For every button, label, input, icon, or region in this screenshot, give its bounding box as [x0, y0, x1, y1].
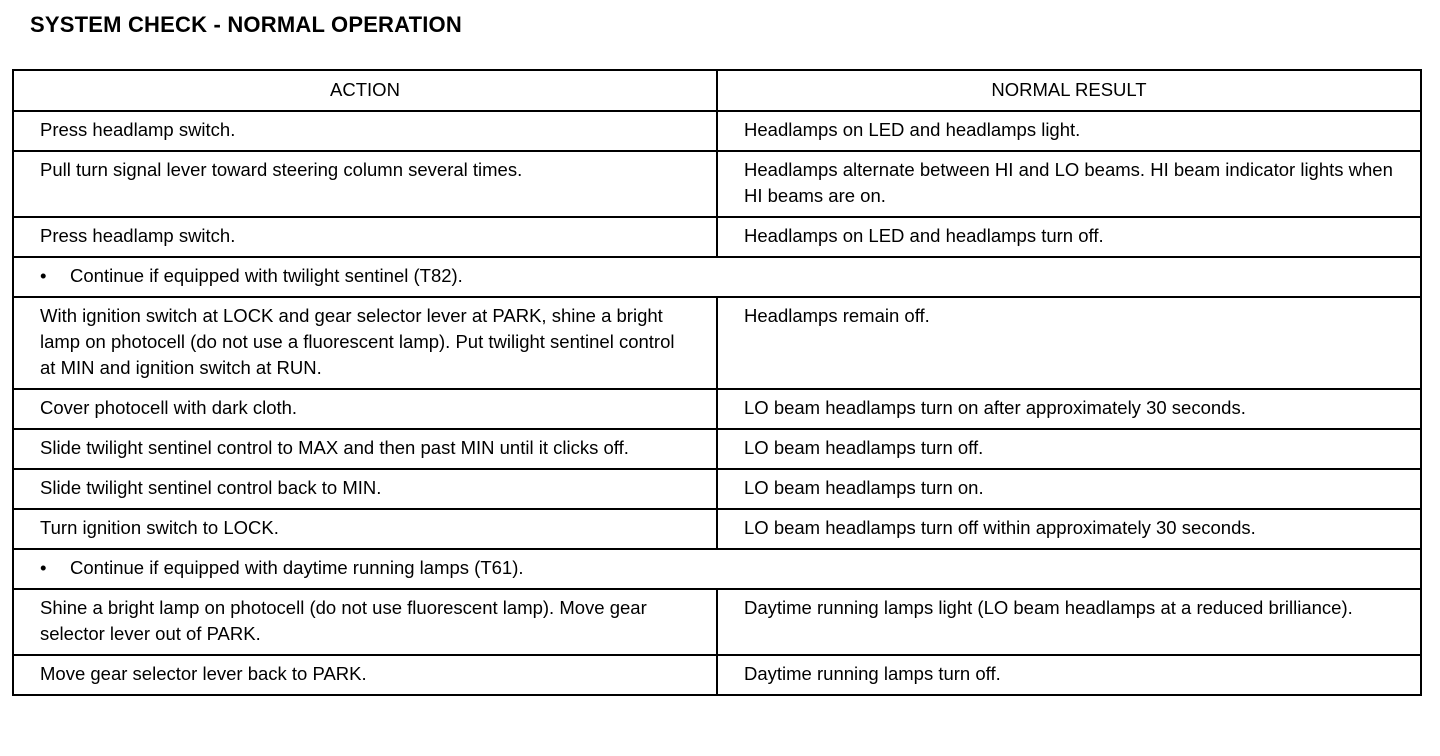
- header-row: [13, 70, 1421, 111]
- action-cell: Press headlamp switch.: [13, 217, 717, 257]
- note-text: Continue if equipped with twilight sentinel (T82).: [70, 265, 463, 286]
- page-title: SYSTEM CHECK - NORMAL OPERATION: [30, 12, 462, 37]
- note-cell: [13, 257, 1421, 297]
- note-text: Continue if equipped with daytime running lamps (T61).: [70, 557, 524, 578]
- result-cell: LO beam headlamps turn off.: [717, 429, 1421, 469]
- action-cell: Shine a bright lamp on photocell (do not use fluorescent lamp). Move gear selector lever out of PARK.: [13, 589, 717, 655]
- result-cell: LO beam headlamps turn on.: [717, 469, 1421, 509]
- result-cell: LO beam headlamps turn on after approximately 30 seconds.: [717, 389, 1421, 429]
- table-row: [13, 655, 1421, 695]
- action-cell: Pull turn signal lever toward steering column several times.: [13, 151, 717, 217]
- action-cell: Move gear selector lever back to PARK.: [13, 655, 717, 695]
- table-row: [13, 429, 1421, 469]
- note-row: [13, 549, 1421, 589]
- bullet-icon: •: [40, 557, 47, 578]
- note-row: [13, 257, 1421, 297]
- action-cell: Turn ignition switch to LOCK.: [13, 509, 717, 549]
- table-row: [13, 297, 1421, 389]
- action-cell: Slide twilight sentinel control back to MIN.: [13, 469, 717, 509]
- action-cell: Cover photocell with dark cloth.: [13, 389, 717, 429]
- result-cell: Headlamps on LED and headlamps turn off.: [717, 217, 1421, 257]
- table-row: [13, 389, 1421, 429]
- result-cell: Daytime running lamps light (LO beam headlamps at a reduced brilliance).: [717, 589, 1421, 655]
- result-column-header: NORMAL RESULT: [717, 70, 1421, 111]
- result-cell: Headlamps remain off.: [717, 297, 1421, 389]
- bullet-icon: •: [40, 265, 47, 286]
- table-row: [13, 589, 1421, 655]
- table-row: [13, 151, 1421, 217]
- action-cell: Slide twilight sentinel control to MAX and then past MIN until it clicks off.: [13, 429, 717, 469]
- table-row: [13, 509, 1421, 549]
- table-row: [13, 217, 1421, 257]
- action-cell: With ignition switch at LOCK and gear selector lever at PARK, shine a bright lamp on photocell (do not use a fluorescent lamp). Put twilight sentinel control at MIN and ignition switch at RUN.: [13, 297, 717, 389]
- action-column-header: ACTION: [13, 70, 717, 111]
- result-cell: Daytime running lamps turn off.: [717, 655, 1421, 695]
- table-row: [13, 111, 1421, 151]
- result-cell: Headlamps on LED and headlamps light.: [717, 111, 1421, 151]
- result-cell: Headlamps alternate between HI and LO beams. HI beam indicator lights when HI beams are on.: [717, 151, 1421, 217]
- action-cell: Press headlamp switch.: [13, 111, 717, 151]
- result-cell: LO beam headlamps turn off within approximately 30 seconds.: [717, 509, 1421, 549]
- table-row: [13, 469, 1421, 509]
- note-cell: [13, 549, 1421, 589]
- system-check-table: [12, 69, 1422, 696]
